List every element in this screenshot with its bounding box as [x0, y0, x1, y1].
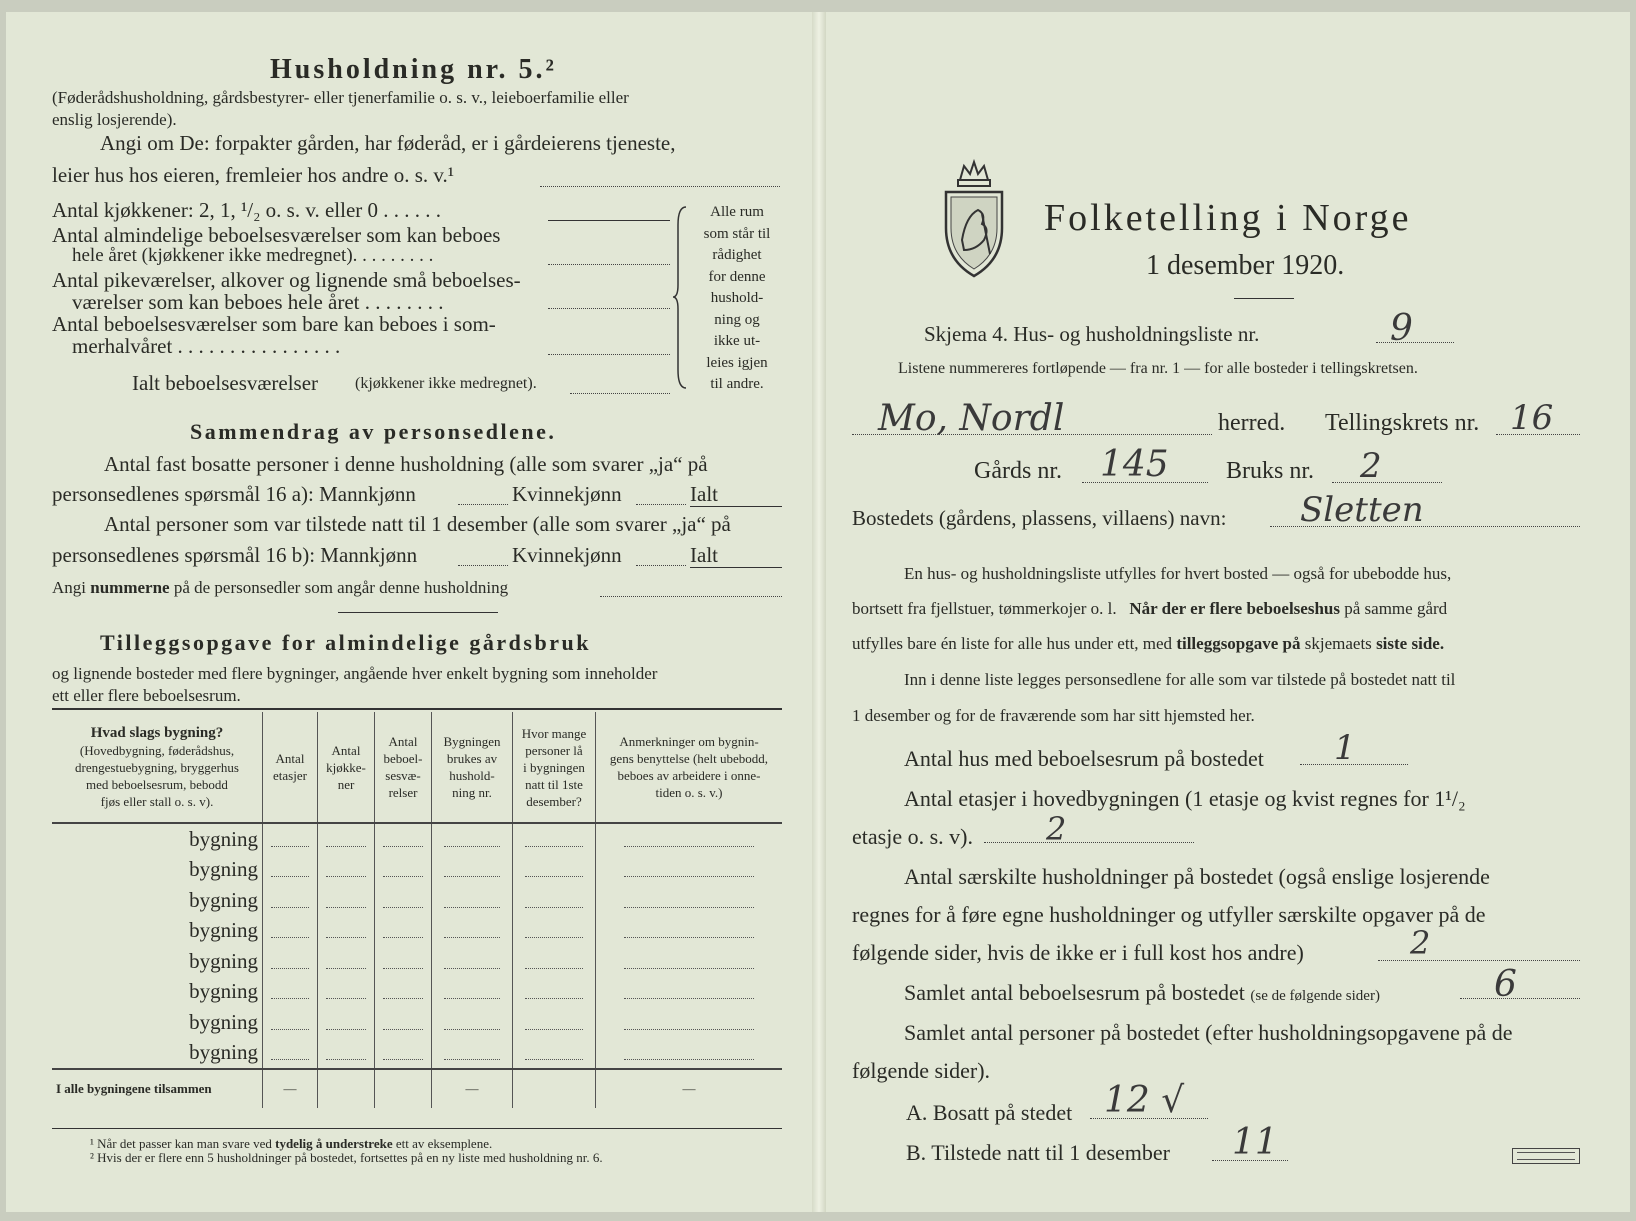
pers-line-2: følgende sider).	[852, 1058, 991, 1083]
table-row[interactable]	[52, 823, 782, 855]
resident-male-line[interactable]	[458, 504, 508, 505]
bosatt-label: A. Bosatt på stedet	[906, 1100, 1073, 1125]
gards-line	[1082, 482, 1208, 483]
para2-line-2: 1 desember og for de fraværende som har sitt hjemsted her.	[852, 706, 1255, 725]
krets-value[interactable]: 16	[1510, 398, 1554, 438]
angi-answer-line[interactable]	[540, 186, 780, 187]
summary-line-4: personsedlenes spørsmål 16 b): Mannkjønn	[52, 543, 418, 567]
total-remarks: —	[596, 1069, 783, 1108]
ialt-note: (kjøkkener ikke medregnet).	[355, 375, 537, 392]
row-label: bygning	[189, 948, 258, 973]
tilstede-value[interactable]: 11	[1232, 1122, 1278, 1163]
para2-line-1: Inn i denne liste legges personsedlene for alle som var tilstede på bostedet natt til	[904, 670, 1456, 689]
rooms-maid-1: Antal pikeværelser, alkover og lignende små beboelses-	[52, 268, 521, 292]
supplement-text-1: og lignende bosteder med flere bygninger, angående hver enkelt bygning som inneholder	[52, 664, 658, 683]
gards-value[interactable]: 145	[1100, 444, 1169, 485]
bruks-line	[1332, 482, 1442, 483]
angi-line-1: Angi om De: forpakter gården, har føderåd, er i gårdeierens tjeneste,	[100, 131, 676, 155]
census-date: 1 desember 1920.	[1146, 250, 1345, 281]
rum-answer-line	[1460, 998, 1580, 999]
etasjer-line-2: etasje o. s. v).	[852, 824, 973, 849]
rum-value[interactable]: 6	[1494, 964, 1517, 1005]
hus-label: Antal hus med beboelsesrum på bostedet	[904, 746, 1264, 771]
present-male-line[interactable]	[458, 565, 508, 566]
krets-label: Tellingskrets nr.	[1325, 410, 1480, 436]
bosatt-value[interactable]: 12 √	[1104, 1080, 1185, 1121]
bosted-line	[1270, 526, 1580, 527]
bosatt-line	[1090, 1118, 1208, 1119]
census-title: Folketelling i Norge	[1044, 197, 1412, 239]
intro-line-2: enslig losjerende).	[52, 110, 177, 129]
row-label: bygning	[189, 857, 258, 882]
husholdn-value[interactable]: 2	[1410, 924, 1431, 962]
header-floors: Antal etasjer	[263, 712, 318, 823]
ordinary-answer-line[interactable]	[548, 264, 670, 265]
rum-label: Samlet antal beboelsesrum på bostedet (se de følgende sider)	[904, 980, 1380, 1005]
header-rooms: Antal beboel- sesvæ- relser	[375, 712, 432, 823]
table-row[interactable]	[52, 855, 782, 886]
herred-line	[852, 434, 1212, 435]
header-building-type: Hvad slags bygning? (Hovedbygning, føderådshus, drengestuebygning, bryggerhus med beboelsesrum, bebodd fjøs eller stall o. s. v).	[52, 712, 263, 823]
row-label: bygning	[189, 1040, 258, 1065]
header-persons: Hvor mange personer lå i bygningen natt til 1ste desember?	[513, 712, 596, 823]
row-label: bygning	[189, 979, 258, 1004]
building-table	[52, 712, 782, 1108]
husholdn-line-3: følgende sider, hvis de ikke er i full kost hos andre)	[852, 940, 1304, 965]
coat-of-arms-icon	[940, 158, 1008, 280]
row-label: bygning	[189, 1009, 258, 1034]
nummerne-answer-line[interactable]	[600, 596, 782, 597]
total-floors: —	[263, 1069, 318, 1108]
bosted-label: Bostedets (gårdens, plassens, villaens) navn:	[852, 506, 1227, 530]
footnote-1: ¹ Når det passer kan man svare ved tydelig å understreke ett av eksemplene.	[90, 1136, 493, 1151]
maid-answer-line[interactable]	[548, 308, 670, 309]
bosted-value[interactable]: Sletten	[1300, 490, 1424, 530]
etasjer-line-1: Antal etasjer i hovedbygningen (1 etasje og kvist regnes for 1¹/₂	[904, 786, 1466, 811]
intro-line-1: (Føderådshusholdning, gårdsbestyrer- eller tjenerfamilie o. s. v., leieboerfamilie eller	[52, 88, 629, 107]
para1-line-1: En hus- og husholdningsliste utfylles for hvert bosted — også for ubebodde hus,	[904, 564, 1452, 583]
table-row[interactable]	[52, 1038, 782, 1070]
tilstede-line	[1212, 1160, 1288, 1161]
rooms-maid-2: værelser som kan beboes hele året . . . . . . . .	[72, 290, 444, 314]
table-row[interactable]	[52, 977, 782, 1008]
supplement-title: Tilleggsopgave for almindelige gårdsbruk	[100, 630, 591, 655]
table-total-row	[52, 1069, 782, 1108]
herred-value[interactable]: Mo, Nordl	[878, 398, 1065, 439]
summary-female-2: Kvinnekjønn	[512, 543, 622, 567]
summer-answer-line[interactable]	[548, 354, 670, 355]
rooms-ordinary-1: Antal almindelige beboelsesværelser som kan beboes	[52, 223, 501, 247]
present-female-line[interactable]	[636, 565, 686, 566]
gards-label: Gårds nr.	[974, 458, 1062, 484]
rooms-ordinary-2: hele året (kjøkkener ikke medregnet). . . . . . . . .	[72, 245, 434, 266]
rooms-summer-1: Antal beboelsesværelser som bare kan beboes i som-	[52, 312, 496, 336]
hus-line	[1300, 764, 1408, 765]
angi-line-2: leier hus hos eieren, fremleier hos andre o. s. v.¹	[52, 163, 455, 187]
page-fold	[812, 12, 826, 1212]
title-rule	[1234, 298, 1294, 299]
husholdn-answer-line	[1378, 960, 1580, 961]
etasjer-value[interactable]: 2	[1046, 810, 1067, 848]
summary-line-1: Antal fast bosatte personer i denne husholdning (alle som svarer „ja“ på	[104, 452, 708, 476]
herred-label: herred.	[1218, 410, 1286, 436]
printer-stamp-icon	[1512, 1148, 1580, 1164]
bruks-label: Bruks nr.	[1226, 458, 1315, 484]
rooms-summer-2: merhalvåret . . . . . . . . . . . . . . . .	[72, 334, 341, 358]
table-bottom-rule	[52, 1128, 782, 1129]
header-household-nr: Bygningen brukes av hushold- ning nr.	[432, 712, 513, 823]
separator-line	[338, 612, 498, 613]
household-title: Husholdning nr. 5.²	[270, 54, 557, 85]
total-household: —	[432, 1069, 513, 1108]
resident-female-line[interactable]	[636, 504, 686, 505]
header-kitchens: Antal kjøkke- ner	[318, 712, 375, 823]
supplement-text-2: ett eller flere beboelsesrum.	[52, 686, 241, 705]
para1-line-2: bortsett fra fjellstuer, tømmerkojer o. l. Når der er flere beboelseshus på samme gård	[852, 599, 1448, 618]
total-label: I alle bygningene tilsammen	[52, 1069, 263, 1108]
footnote-2: ² Hvis der er flere enn 5 husholdninger på bostedet, fortsettes på en ny liste med husholdning nr. 6.	[90, 1150, 603, 1165]
kitchens-answer-line[interactable]	[548, 220, 670, 221]
etasjer-answer-line	[984, 842, 1194, 843]
summary-title: Sammendrag av personsedlene.	[190, 419, 557, 444]
rooms-kitchens: Antal kjøkkener: 2, 1, ¹/₂ o. s. v. eller 0 . . . . . .	[52, 198, 442, 222]
tilstede-label: B. Tilstede natt til 1 desember	[906, 1140, 1170, 1165]
para1-line-3: utfylles bare én liste for alle hus under ett, med tilleggsopgave på skjemaets siste side.	[852, 634, 1445, 653]
pers-line-1: Samlet antal personer på bostedet (efter husholdningsopgavene på de	[904, 1020, 1513, 1045]
row-label: bygning	[189, 887, 258, 912]
krets-line	[1496, 434, 1580, 435]
husholdn-line-1: Antal særskilte husholdninger på bostedet (også enslige losjerende	[904, 864, 1490, 889]
listene-note: Listene nummereres fortløpende — fra nr. 1 — for alle bosteder i tellingskretsen.	[898, 360, 1418, 377]
bruks-value[interactable]: 2	[1360, 446, 1382, 486]
husholdn-line-2: regnes for å føre egne husholdninger og utfyller særskilte opgaver på de	[852, 902, 1486, 927]
brace-note: Alle rum som står til rådighet for denne hushold- ning og ikke ut- leies igjen til andre.	[703, 204, 771, 392]
row-label: bygning	[189, 826, 258, 851]
summary-female-1: Kvinnekjønn	[512, 482, 622, 506]
table-row[interactable]	[52, 916, 782, 947]
summary-ialt-2: Ialt	[690, 543, 718, 567]
hus-value[interactable]: 1	[1334, 728, 1356, 768]
table-row[interactable]	[52, 1007, 782, 1038]
present-total-line[interactable]	[690, 567, 782, 568]
ialt-answer-line[interactable]	[570, 393, 670, 394]
summary-ialt-1: Ialt	[690, 482, 718, 506]
row-label: bygning	[189, 918, 258, 943]
summary-line-3: Antal personer som var tilstede natt til 1 desember (alle som svarer „ja“ på	[104, 512, 731, 536]
list-number-value[interactable]: 9	[1390, 308, 1413, 349]
summary-line-2: personsedlenes spørsmål 16 a): Mannkjønn	[52, 482, 416, 506]
table-row[interactable]	[52, 885, 782, 916]
brace-icon	[672, 205, 690, 390]
skjema-label: Skjema 4. Hus- og husholdningsliste nr.	[924, 322, 1260, 346]
ialt-label: Ialt beboelsesværelser	[132, 371, 319, 395]
angi-nummerne: Angi nummerne på de personsedler som angår denne husholdning	[52, 578, 509, 597]
table-top-rule	[52, 708, 782, 710]
header-remarks: Anmerkninger om bygnin- gens benyttelse (helt ubebodd, beboes av arbeidere i onne- tiden o. s. v.)	[596, 712, 783, 823]
list-number-line	[1376, 342, 1454, 343]
resident-total-line[interactable]	[690, 506, 782, 507]
table-row[interactable]	[52, 946, 782, 977]
table-header-row	[52, 712, 782, 823]
